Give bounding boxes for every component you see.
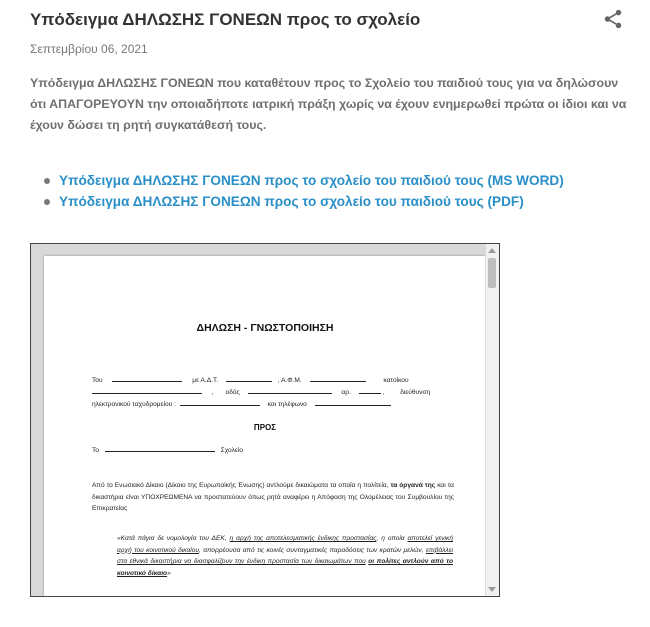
doc-text: αρ. (341, 389, 351, 396)
post-title: Υπόδειγμα ΔΗΛΩΣΗΣ ΓΟΝΕΩΝ προς το σχολείο (30, 10, 421, 29)
document-quote (117, 533, 453, 579)
scroll-up-icon[interactable] (488, 248, 496, 253)
doc-blank (92, 386, 202, 394)
bullet-icon (44, 178, 50, 184)
download-link-pdf[interactable]: Υπόδειγμα ΔΗΛΩΣΗΣ ΓΟΝΕΩΝ προς το σχολείο του παιδιού τους (PDF) (59, 194, 524, 209)
document-page (44, 256, 486, 597)
document-scrollbar[interactable] (485, 244, 499, 596)
document-paragraph (92, 480, 454, 515)
doc-text: » (167, 569, 171, 577)
document-title: ΔΗΛΩΣΗ - ΓΝΩΣΤΟΠΟΙΗΣΗ (196, 322, 334, 334)
doc-text-underlined: αποτελεί γενική αρχή του κοινοτικού δικαίου (117, 535, 453, 554)
doc-text: , η οποία (376, 535, 405, 542)
doc-text: και τηλέφωνο (267, 401, 307, 408)
doc-text: Το (92, 447, 99, 454)
doc-text: , απορρέουσα από τις κοινές συνταγματικές παραδόσεις των κρατών μελών, (199, 546, 424, 554)
bullet-icon (44, 199, 50, 205)
doc-text: , (382, 389, 385, 396)
document-viewer[interactable] (30, 243, 500, 597)
doc-text: «Κατά πάγια δε νομολογία του ΔΕΚ, (117, 535, 227, 542)
doc-blank (310, 374, 366, 382)
post-intro: Υπόδειγμα ΔΗΛΩΣΗΣ ΓΟΝΕΩΝ που καταθέτουν προς το Σχολείο του παιδιού τους για να δηλώσουν ότι ΑΠΑΓΟΡΕΥΟΥΝ την οποιαδήποτε ιατρική πράξη χωρίς να έχουν ενημερωθεί πρώτα οι ίδιοι και να έχουν δώσει τη ρητή συγκατάθεσή τους. (30, 76, 627, 132)
download-link-item (44, 170, 564, 191)
document-heading: ΠΡΟΣ (253, 423, 277, 432)
doc-blank (359, 386, 381, 394)
document-to-line (92, 444, 452, 457)
document-line-3 (92, 398, 452, 411)
document-line-2 (92, 386, 452, 399)
download-links-list (44, 170, 564, 212)
download-link-item (44, 191, 564, 212)
doc-text-underlined: επιβάλλει στα εθνικά δικαστήρια να διασφαλίζουν την ένδικη προστασία των δικαιωμάτων που (117, 546, 454, 565)
doc-blank (248, 386, 332, 394)
download-link-word[interactable]: Υπόδειγμα ΔΗΛΩΣΗΣ ΓΟΝΕΩΝ προς το σχολείο του παιδιού τους (MS WORD) (59, 173, 564, 188)
post-date: Σεπτεμβρίου 06, 2021 (30, 42, 148, 56)
document-line-1 (92, 374, 452, 387)
doc-text: , (211, 389, 214, 396)
doc-text: Από το Ενωσιακό Δίκαιο (Δίκαιο της Ευρωπαϊκής Ένωσης) αντλούμε δικαιώματα τα οποία η πολίτεία, (92, 482, 389, 489)
doc-text: οδός (225, 389, 240, 396)
scroll-thumb[interactable] (488, 258, 496, 288)
doc-text: με Α.Δ.Τ. (192, 377, 219, 384)
doc-text: ηλεκτρονικού ταχυδρομείου : (92, 401, 176, 408)
doc-text: , Α.Φ.Μ. (277, 377, 302, 384)
doc-text: και τα δικαστήρια είναι ΥΠΟΧΡΕΩΜΕΝΑ να προστατεύουν όπως ρητά αναφέρει η Απόφαση της Ολομέλειας του Συμβουλίου της Επικρατείας (92, 482, 454, 512)
doc-text: Του (92, 377, 103, 384)
scroll-down-icon[interactable] (488, 587, 496, 592)
doc-text-underlined: η αρχή της αποτελεσματικής ένδικης προστασίας (229, 535, 377, 542)
doc-blank (180, 398, 260, 406)
doc-text-underlined: οι πολίτες αντλούν από το κοινοτικό δίκαιο (117, 558, 453, 577)
doc-blank (112, 374, 182, 382)
doc-text: κατοίκου (383, 377, 409, 384)
doc-blank (315, 398, 391, 406)
doc-text: Σχολείο (220, 447, 243, 454)
doc-text-bold: τα όργανά της (390, 482, 436, 489)
share-icon[interactable] (602, 8, 624, 30)
doc-blank (105, 444, 215, 452)
doc-text: διεύθυνση (400, 389, 431, 396)
doc-blank (226, 374, 272, 382)
